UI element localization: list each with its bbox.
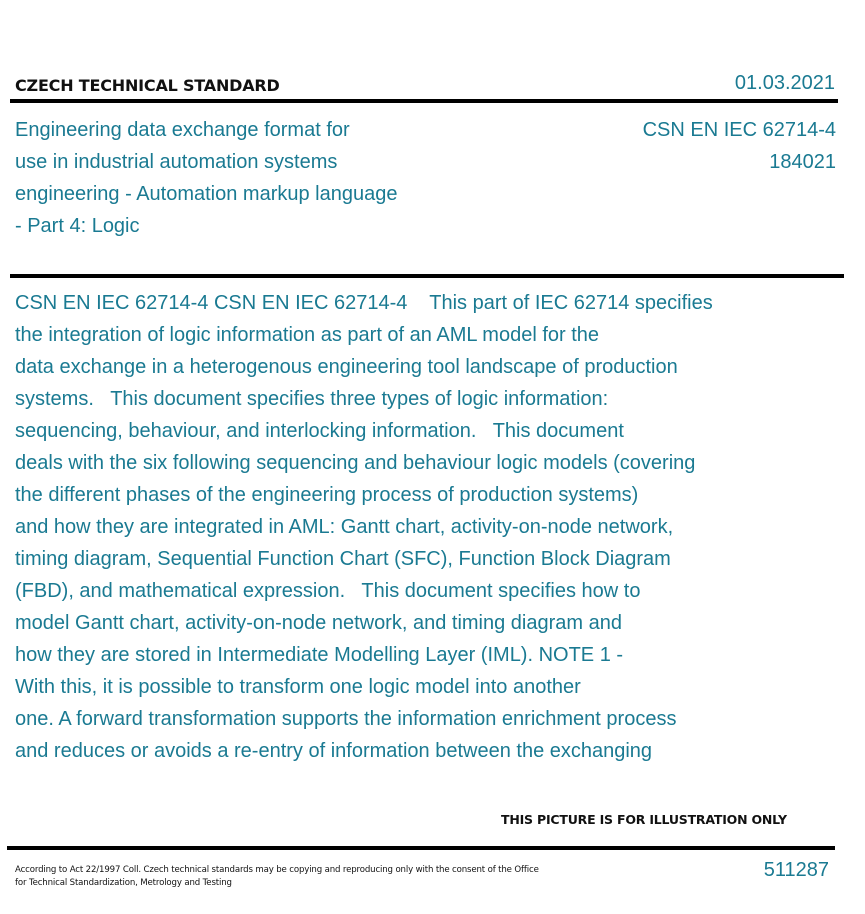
abstract-line: how they are stored in Intermediate Modelling Layer (IML). NOTE 1 -	[15, 644, 624, 666]
title-line: Engineering data exchange format for	[15, 119, 350, 141]
abstract-line: one. A forward transformation supports the information enrichment process	[15, 708, 677, 730]
legal-notice-line: for Technical Standardization, Metrology and Testing	[15, 878, 232, 888]
abstract-line: CSN EN IEC 62714-4 CSN EN IEC 62714-4 This part of IEC 62714 specifies	[15, 292, 713, 314]
standard-title	[15, 114, 435, 242]
abstract-line: and how they are integrated in AML: Gantt chart, activity-on-node network,	[15, 516, 674, 538]
abstract-line: sequencing, behaviour, and interlocking information. This document	[15, 420, 624, 442]
abstract-line: (FBD), and mathematical expression. This document specifies how to	[15, 580, 641, 602]
standard-number: CSN EN IEC 62714-4	[642, 119, 836, 141]
legal-notice	[15, 864, 539, 890]
abstract-line: data exchange in a heterogenous engineering tool landscape of production	[15, 356, 678, 378]
publication-date: 01.03.2021	[734, 72, 835, 94]
abstract-line: deals with the six following sequencing and behaviour logic models (covering	[15, 452, 696, 474]
illustration-disclaimer: THIS PICTURE IS FOR ILLUSTRATION ONLY	[501, 812, 787, 827]
abstract-line: the different phases of the engineering process of production systems)	[15, 484, 639, 506]
abstract-line: timing diagram, Sequential Function Chart (SFC), Function Block Diagram	[15, 548, 671, 570]
catalog-code: 511287	[763, 859, 829, 881]
abstract-text	[15, 287, 815, 767]
abstract-line: With this, it is possible to transform one logic model into another	[15, 676, 581, 698]
classification-code: 184021	[769, 151, 836, 173]
header-divider	[10, 99, 838, 103]
title-line: - Part 4: Logic	[15, 215, 140, 237]
title-line: engineering - Automation markup language	[15, 183, 398, 205]
standard-type-label: CZECH TECHNICAL STANDARD	[15, 76, 280, 95]
footer-divider	[7, 846, 835, 850]
abstract-line: systems. This document specifies three types of logic information:	[15, 388, 609, 410]
abstract-line: the integration of logic information as part of an AML model for the	[15, 324, 600, 346]
standard-codes	[643, 114, 836, 178]
title-line: use in industrial automation systems	[15, 151, 338, 173]
title-divider	[10, 274, 844, 278]
abstract-line: model Gantt chart, activity-on-node network, and timing diagram and	[15, 612, 622, 634]
legal-notice-line: According to Act 22/1997 Coll. Czech technical standards may be copying and reproducing only with the consent of the Office	[15, 865, 539, 875]
abstract-line: and reduces or avoids a re-entry of information between the exchanging	[15, 740, 653, 762]
